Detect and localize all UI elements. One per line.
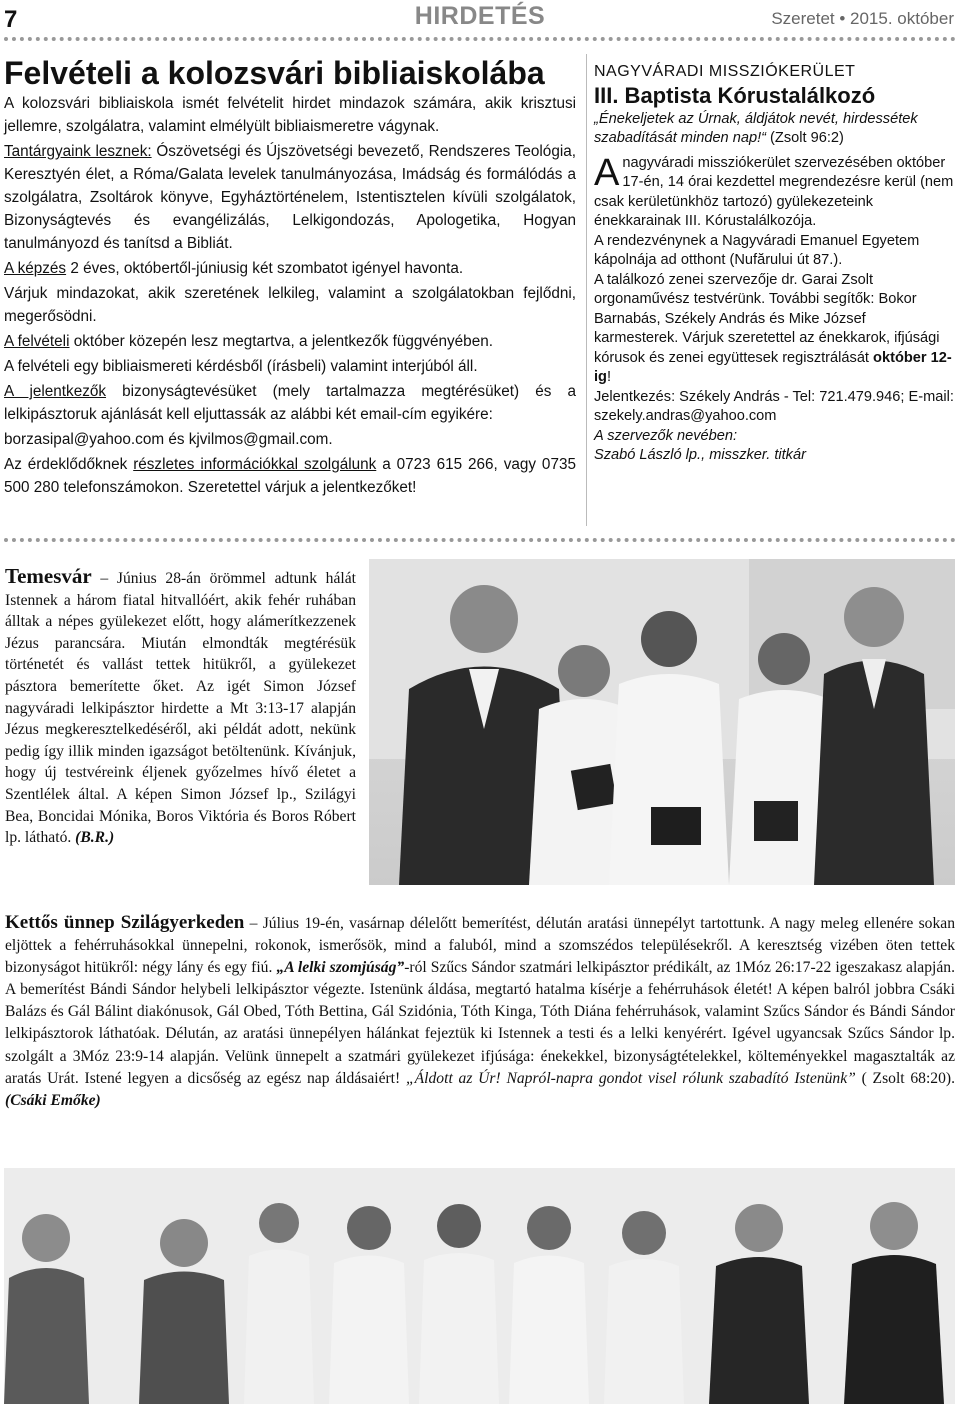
contact-paragraph: Jelentkezés: Székely András - Tel: 721.479.946; E-mail: szekely.andras@yahoo.com	[594, 388, 954, 424]
event-text: nagyváradi missziókerület szervezésében október 17-én, 14 órai kezdettel megrendezésre kerül (nem csak kerületünkhöz tartozó) gyülekezeteink énekkarainak III. Kórustalálkozója.	[594, 154, 954, 229]
page-number: 7	[4, 6, 18, 33]
article-text: – Június 28-án örömmel adtunk hálát Istennek a három fiatal hitvallóért, akik fehér ruhában álltak a népes gyülekezet előtt, hogy alámerítkezzenek Jézus parancsára. Miután elmondták megtérésük történetét és vallást tettek hitükről, a gyülekezet pásztora bemerítette őket. Az igét Simon József nagyváradi lelkipásztor hirdette a Mt 3:13-17 alapján Jézus megkeresztelkedéséről, aki példát adott, nekünk pedig így illik minden igazságot betöltenünk. Kívánjuk, hogy új testvéreink éljenek győzelmes hívő életet a Szentlélek által. A képen Simon József lp., Szilágyi Bea, Boncidai Mónika, Boros Viktória és Boros Róbert lp. látható.	[5, 570, 356, 847]
signature-line-2	[594, 446, 954, 466]
admission-text: október közepén lesz megtartva, a jelentkezők függvényében.	[69, 333, 493, 350]
welcome-paragraph: Várjuk mindazokat, akik szeretének lelkileg, valamint a szolgálatokban fejlődni, megerősödni.	[4, 285, 576, 325]
sermon-title: „A lelki szomjúság”	[276, 959, 405, 977]
info-paragraph	[4, 453, 576, 499]
article-text-2: -ról Szűcs Sándor szatmári lelkipásztor prédikált, az 1Móz 26:17-22 igeszakasz alapján. A bemerítést Bándi Sándor helybeli lelkipásztor végezte. Istenünk áldása, megtartó hatalma kísérje a fehérruhások életét! A képen balról jobbra Csáki Balázs és Gál Bálint diakónusok, Gál Obed, Tóth Bettina, Gál Szidónia, Tóth Kinga, Tóth Diána fehérruhások, valamint Szűcs Sándor és Bándi Sándor lelkipásztorok láthatóak. Délután, az aratási ünnepélyen hálánkat fejeztük ki Istennek a testi és a lelki kenyérért. Igével ugyancsak Szűcs Sándor lp. szolgált a 3Móz 23:9-14 alapján. Velünk ünnepelt a szatmári gyülekezet ifjúsága: énekekkel, bizonyságtételekkel, költeményekkel magasztalták az aratás Urát. Istené legyen a dicsőség az egész nap áldásaiért!	[5, 959, 955, 1087]
applicants-text: bizonyságtevésüket (mely tartalmazza megtérésüket) és a lelkipásztoruk ajánlását kell eljuttassák az alábbi két email-cím egyikére:	[4, 383, 576, 423]
organizer-text: A találkozó zenei szervezője dr. Garai Zsolt orgonaművész testvérünk. További segítők: Bokor Barnabás, Székely András és Mike József karmesterek. Várjuk szeretettel az énekkarok, ifjúsági kórusok és zenei együttesek regisztrálását	[594, 271, 940, 366]
training-paragraph	[4, 257, 576, 280]
applicants-paragraph	[4, 380, 576, 426]
article-text-1: – Július 19-én, vasárnap délelőtt bemerítést, délután aratási ünnepélyt tartottunk. A nagy meleg ellenére sokan eljöttek a fehérruhásokkal ünnepelni, rokonok, ismerősök, mind a faluból, mind a szomszédos településekről. A keresztség vizében öten tettek bizonyságot hitükről: négy lány és egy fiú.	[5, 915, 955, 977]
applicants-label: A jelentkezők	[4, 383, 107, 400]
dotted-divider	[4, 37, 956, 41]
closing-quote: „Áldott az Úr! Napról-napra gondot visel rólunk szabadító Istenünk”	[405, 1069, 856, 1087]
column-divider	[586, 54, 587, 526]
article-title: Felvételi a kolozsvári bibliaiskolába	[4, 55, 545, 91]
bible-quote: „Énekeljetek az Úrnak, áldjátok nevét, hirdessétek szabadítását minden nap!“	[594, 110, 918, 146]
article-title: III. Baptista Kórustalálkozó	[594, 82, 876, 108]
organizer-paragraph	[594, 271, 954, 388]
szilagyerked-group-photo	[4, 1168, 955, 1404]
dotted-divider	[4, 538, 956, 542]
article-signature: (B.R.)	[75, 829, 115, 847]
admission-label: A felvételi	[4, 333, 70, 350]
article-text-3: ( Zsolt 68:20).	[855, 1069, 955, 1087]
subjects-text: Ószövetségi és Újszövetségi bevezető, Rendszeres Teológia, Keresztyén élet, a Róma/Galata levelek tanulmányozása, Imádság és formálódás a szolgálatra, Zsoltárok könyve, Egyháztörténelem, Istentisztelen kívüli szolgálatok, Bizonyságtevés és evangélizálás, Lelkigondozás, Apologetika, Hogyan tanulmányozd és tanítsd a Bibliát.	[4, 143, 576, 252]
baptism-group-photo	[369, 559, 955, 885]
email-addresses: borzasipal@yahoo.com és kjvilmos@gmail.com.	[4, 431, 333, 448]
quote-reference: (Zsolt 96:2)	[766, 130, 844, 146]
info-label: részletes információkkal szolgálunk	[133, 456, 377, 473]
section-title: HIRDETÉS	[414, 2, 546, 30]
signature-name: Szabó László lp., misszker. titkár	[594, 447, 806, 463]
info-post: a 0723 615 266, vagy 0735 500 280 telefonszámokon. Szeretettel várjuk a jelentkezőket!	[4, 456, 576, 496]
organizer-end: !	[606, 369, 612, 385]
issue-label: Szeretet • 2015. október	[771, 9, 954, 28]
subjects-label: Tantárgyaink lesznek:	[4, 143, 152, 160]
admission-paragraph	[4, 330, 576, 353]
drop-cap: A	[594, 151, 620, 194]
article-signature: (Csáki Emőke)	[5, 1091, 101, 1109]
article-szilagyerked	[5, 912, 955, 1112]
article-lead: Kettős ünnep Szilágyerkeden	[5, 912, 245, 933]
training-label: A képzés	[4, 260, 67, 277]
page-header	[0, 0, 960, 40]
venue-paragraph: A rendezvénynek a Nagyváradi Emanuel Egyetem kápolnája ad otthont (Nufărului út 87.).	[594, 232, 920, 268]
info-pre: Az érdeklődőknek	[4, 456, 134, 473]
exam-paragraph: A felvételi egy bibliaismereti kérdésből (írásbeli) valamint interjúból áll.	[4, 358, 478, 375]
article-temesvar	[5, 566, 356, 849]
subjects-paragraph	[4, 140, 576, 255]
article-intro: A kolozsvári bibliaiskola ismét felvételit hirdet mindazok számára, akik krisztusi jellemre, szolgálatra, valamint elmélyült bibliaismeretre vágynak.	[4, 95, 576, 135]
signature-line-1	[594, 427, 954, 447]
signature-text: A szervezők nevében:	[594, 427, 738, 444]
deadline: október 12-ig	[594, 349, 952, 385]
training-text: 2 éves, októbertől-júniusig két szombatot igényel havonta.	[66, 260, 464, 277]
article-lead: Temesvár	[5, 564, 92, 588]
event-paragraph	[594, 151, 954, 232]
article-kicker: NAGYVÁRADI MISSZIÓKERÜLET	[594, 63, 856, 80]
article-korus	[594, 62, 954, 466]
quote-paragraph	[594, 110, 954, 149]
article-kolozsvar	[4, 54, 576, 499]
